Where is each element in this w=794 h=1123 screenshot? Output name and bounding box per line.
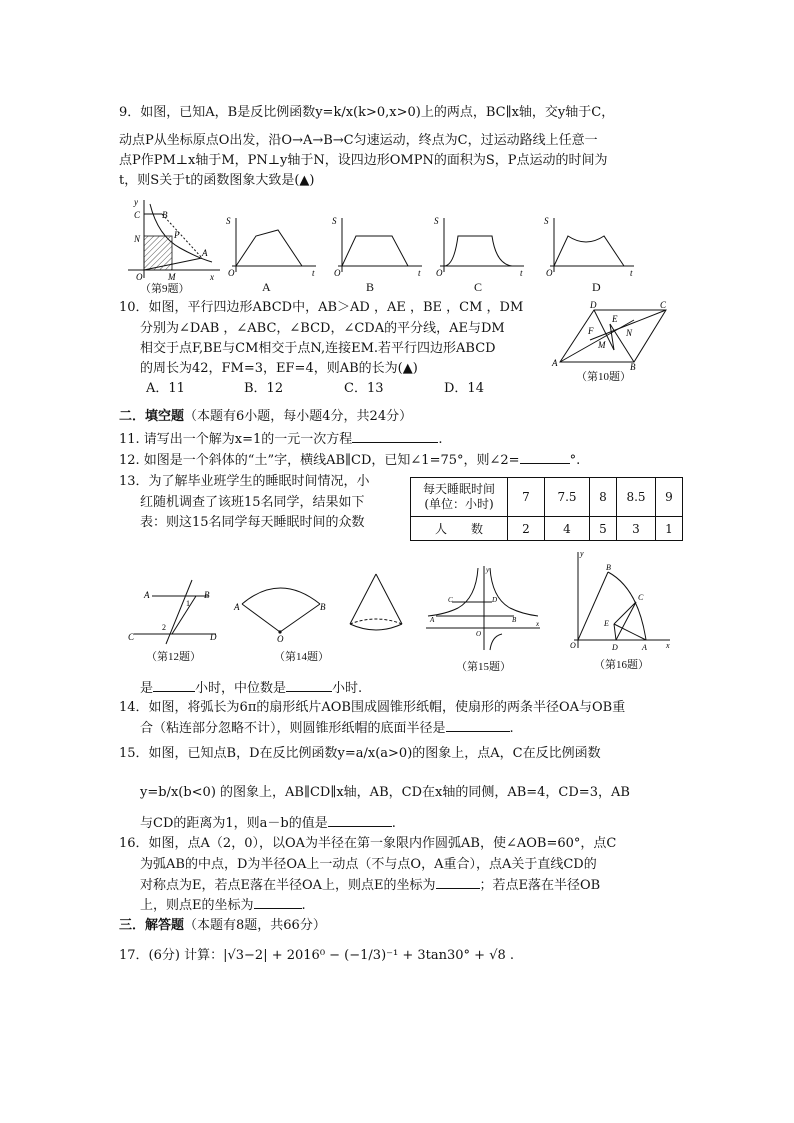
q13-mode-blank[interactable] <box>153 679 195 692</box>
q16-line1: 16．如图，点A（2，0），以OA为半径在第一象限内作圆弧AB，使∠AOB=60°，点C <box>119 836 617 851</box>
q9-option-c: C <box>474 280 483 294</box>
q11-answer-blank[interactable] <box>352 430 438 443</box>
section2-heading <box>119 408 412 426</box>
q10-choice-b: B．12 <box>244 381 284 396</box>
svg-text:O: O <box>436 268 443 278</box>
q14-caption: （第14题） <box>274 651 329 663</box>
section3-title: 三．解答题 <box>119 918 185 933</box>
q10-choice-d: D．14 <box>444 381 484 396</box>
svg-text:O: O <box>476 630 482 638</box>
q14-answer-blank[interactable] <box>446 719 510 732</box>
svg-text:A: A <box>202 248 208 258</box>
q16-line3 <box>140 876 600 895</box>
q15-figure <box>422 562 542 654</box>
q9-option-d: D <box>592 280 601 294</box>
q9-option-b: B <box>366 280 375 294</box>
q9-line4: t，则S关于t的函数图象大致是(▲) <box>119 173 315 188</box>
q15-caption: （第15题） <box>456 661 511 673</box>
q12-line <box>119 451 580 470</box>
svg-text:C: C <box>448 596 453 604</box>
table-cell: 2 <box>508 517 545 541</box>
svg-text:B: B <box>320 602 326 612</box>
svg-text:E: E <box>612 314 618 324</box>
svg-text:y: y <box>580 549 584 558</box>
q9-option-d-graph <box>544 216 634 278</box>
table-cell: 4 <box>545 517 590 541</box>
svg-text:B: B <box>204 590 210 600</box>
q10-line2: 分别为∠DAB ，∠ABC，∠BCD，∠CDA的平分线，AE与DM <box>140 321 505 336</box>
q16-text-c: 上，则点E的坐标为 <box>140 898 254 913</box>
q13-tail-b: 小时，中位数是 <box>195 681 287 696</box>
section2-note: （本题有6小题，每小题4分，共24分） <box>184 409 413 424</box>
svg-text:M: M <box>598 340 606 350</box>
svg-text:x: x <box>210 272 214 282</box>
q9-option-a-graph <box>226 216 316 278</box>
q16-line2: 为弧AB的中点，D为半径OA上一动点（不与点O，A重合），点A关于直线CD的 <box>140 857 597 872</box>
q13-line2: 红随机调查了该班15名同学，结果如下 <box>140 495 365 510</box>
table-cell: 9 <box>656 478 683 517</box>
svg-text:S: S <box>544 216 549 226</box>
q9-option-a: A <box>262 280 271 294</box>
svg-text:B: B <box>512 616 517 624</box>
q12-end: °. <box>569 453 581 468</box>
svg-text:S: S <box>332 216 337 226</box>
svg-text:C: C <box>134 210 141 220</box>
table-cell: 8.5 <box>617 478 656 517</box>
svg-text:A: A <box>234 602 240 612</box>
table-cell: 8 <box>590 478 617 517</box>
q11-line <box>119 430 442 449</box>
svg-text:N: N <box>134 234 141 244</box>
svg-text:S: S <box>434 216 439 226</box>
table-header-count: 人 数 <box>411 517 508 541</box>
header-label-1: 每天睡眠时间 <box>422 482 495 496</box>
svg-text:O: O <box>136 272 143 282</box>
q10-choice-c: C．13 <box>344 381 384 396</box>
q10-line4: 的周长为42，FM=3，EF=4，则AB的长为(▲) <box>140 361 418 376</box>
q13-tail <box>140 679 362 698</box>
q12-answer-blank[interactable] <box>520 451 570 464</box>
svg-text:O: O <box>546 268 553 278</box>
q10-caption: （第10题） <box>576 371 631 383</box>
q9-line1: 9．如图，已知A，B是反比例函数y=k/x(k>0,x>0)上的两点，BC∥x轴，交y轴于C， <box>119 105 615 120</box>
svg-text:t: t <box>418 268 421 278</box>
q14-figure <box>232 580 332 642</box>
svg-text:D: D <box>612 643 618 652</box>
svg-text:x: x <box>666 641 670 650</box>
svg-text:A: A <box>144 590 150 600</box>
q12-text: 12. 如图是一个斜体的“土”字，横线AB∥CD，已知∠1=75°，则∠2= <box>119 453 520 468</box>
table-cell: 3 <box>617 517 656 541</box>
q17-label: 17．(6分) 计算： <box>119 948 224 963</box>
svg-text:t: t <box>630 268 633 278</box>
svg-text:O: O <box>570 641 576 650</box>
q11-end: . <box>438 432 443 447</box>
q13-line1: 13．为了解毕业班学生的睡眠时间情况，小 <box>119 474 370 489</box>
q10-figure <box>548 300 678 370</box>
svg-text:x: x <box>536 620 540 628</box>
q15-line2: y=b/x(b<0) 的图象上，AB∥CD∥x轴，AB，CD在x轴的同侧，AB=4，CD=3，AB <box>140 785 630 800</box>
table-cell: 1 <box>656 517 683 541</box>
q9-line2: 动点P从坐标原点O出发，沿O→A→B→C匀速运动，终点为C，过运动路线上任意一 <box>119 133 598 148</box>
sleep-table <box>410 477 683 541</box>
q16-answer-blank-2[interactable] <box>254 896 302 909</box>
q15-text: 与CD的距离为1，则a－b的值是 <box>140 816 328 831</box>
q14-line2 <box>140 719 514 738</box>
q10-line1: 10．如图，平行四边形ABCD中，AB＞AD ，AE ，BE ，CM ，DM <box>119 300 524 315</box>
q9-caption: （第9题） <box>140 283 190 295</box>
section2-title: 二．填空题 <box>119 409 185 424</box>
table-cell: 5 <box>590 517 617 541</box>
q15-line3 <box>140 814 396 833</box>
svg-text:C: C <box>128 632 135 642</box>
header-label-2: (单位：小时) <box>424 497 494 511</box>
q16-answer-blank-1[interactable] <box>436 876 480 889</box>
q12-figure <box>124 578 224 648</box>
q13-tail-c: 小时. <box>332 681 363 696</box>
q13-median-blank[interactable] <box>286 679 332 692</box>
svg-text:A: A <box>642 643 647 652</box>
q16-text-b: ；若点E落在半径OB <box>479 878 601 893</box>
q14-text: 合（粘连部分忽略不计），则圆锥形纸帽的底面半径是 <box>140 721 446 736</box>
q10-choice-a: A．11 <box>146 381 185 396</box>
q15-answer-blank[interactable] <box>328 814 392 827</box>
svg-text:y: y <box>486 566 490 574</box>
q9-option-c-graph <box>434 216 524 278</box>
svg-text:O: O <box>334 268 341 278</box>
svg-text:2: 2 <box>162 623 166 632</box>
table-row <box>411 517 683 541</box>
q9-option-b-graph <box>332 216 422 278</box>
svg-text:O: O <box>228 268 235 278</box>
svg-text:C: C <box>638 593 644 602</box>
q16-figure <box>566 548 676 652</box>
svg-text:D: D <box>492 596 498 604</box>
q13-line3: 表：则这15名同学每天睡眠时间的众数 <box>140 515 365 530</box>
q16-text-a: 对称点为E，若点E落在半径OA上，则点E的坐标为 <box>140 878 436 893</box>
table-cell: 7.5 <box>545 478 590 517</box>
q13-tail-a: 是 <box>140 681 154 696</box>
q15-end: . <box>391 816 396 831</box>
svg-text:B: B <box>630 362 636 370</box>
svg-text:O: O <box>277 634 284 642</box>
q14-end: . <box>509 721 514 736</box>
q9-line3: 点P作PM⊥x轴于M，PN⊥y轴于N，设四边形OMPN的面积为S，P点运动的时间为 <box>119 153 608 168</box>
table-row <box>411 478 683 517</box>
svg-text:E: E <box>604 619 609 628</box>
svg-text:t: t <box>312 268 315 278</box>
q9-main-graph <box>128 197 220 282</box>
svg-text:t: t <box>520 268 523 278</box>
svg-text:B: B <box>162 210 168 220</box>
svg-text:M: M <box>168 272 176 282</box>
svg-text:1: 1 <box>186 599 190 608</box>
svg-text:F: F <box>588 326 594 336</box>
svg-text:D: D <box>210 632 217 642</box>
q16-end: . <box>301 898 306 913</box>
svg-text:B: B <box>606 563 611 572</box>
section3-heading <box>119 917 326 935</box>
cone-figure <box>344 570 408 640</box>
q17-line <box>119 947 514 965</box>
svg-text:D: D <box>590 300 597 310</box>
q12-caption: （第12题） <box>146 651 201 663</box>
section3-note: （本题有8题，共66分） <box>184 918 326 933</box>
q11-text: 11. 请写出一个解为x=1的一元一次方程 <box>119 432 353 447</box>
svg-text:A: A <box>552 358 558 368</box>
svg-text:P: P <box>174 230 180 240</box>
q16-caption: （第16题） <box>594 659 649 671</box>
q9-figures <box>120 196 660 292</box>
svg-text:A: A <box>430 616 435 624</box>
svg-text:C: C <box>660 300 667 310</box>
q16-line4 <box>140 896 306 915</box>
svg-text:N: N <box>626 328 633 338</box>
table-cell: 7 <box>508 478 545 517</box>
svg-text:y: y <box>134 197 138 207</box>
svg-text:S: S <box>226 216 231 226</box>
q14-line1: 14．如图，将弧长为6π的扇形纸片AOB围成圆锥形纸帽，使扇形的两条半径OA与OB重 <box>119 700 626 715</box>
q10-line3: 相交于点F,BE与CM相交于点N,连接EM.若平行四边形ABCD <box>140 341 496 356</box>
q15-line1: 15．如图，已知点B，D在反比例函数y=a/x(a>0)的图象上，点A，C在反比例函数 <box>119 746 601 761</box>
table-header-hours <box>411 478 508 517</box>
q17-expression: |√3−2| + 2016⁰ − (−1/3)⁻¹ + 3tan30° + √8 . <box>223 948 515 963</box>
